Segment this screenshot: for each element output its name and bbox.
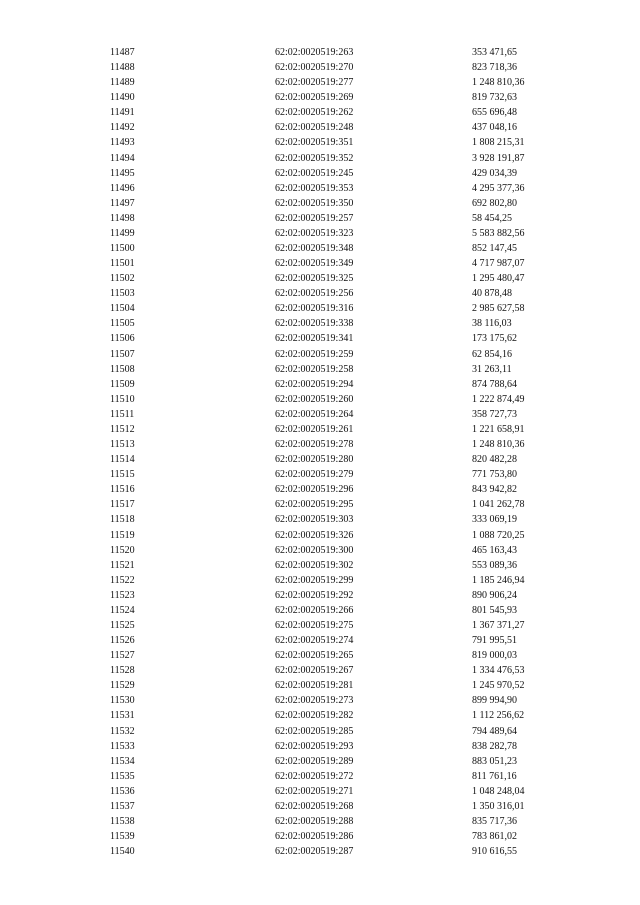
cadastral-value-cell: 38 116,03 — [472, 318, 512, 330]
cadastral-number-cell: 62:02:0020519:293 — [275, 740, 354, 752]
cadastral-number-cell: 62:02:0020519:271 — [275, 785, 354, 797]
cadastral-value-cell: 811 761,16 — [472, 770, 517, 782]
cadastral-value-cell: 1 088 720,25 — [472, 529, 525, 541]
cadastral-value-cell: 692 802,80 — [472, 197, 517, 209]
cadastral-number-cell: 62:02:0020519:341 — [275, 333, 354, 345]
cadastral-number-cell: 62:02:0020519:262 — [275, 107, 354, 119]
cadastral-number-cell: 62:02:0020519:353 — [275, 182, 354, 194]
cadastral-number-cell: 62:02:0020519:275 — [275, 619, 354, 631]
row-number-cell: 11540 — [110, 846, 135, 858]
cadastral-number-cell: 62:02:0020519:279 — [275, 469, 354, 481]
cadastral-number-cell: 62:02:0020519:287 — [275, 846, 354, 858]
cadastral-number-cell: 62:02:0020519:267 — [275, 665, 354, 677]
row-number-cell: 11506 — [110, 333, 135, 345]
row-number-cell: 11515 — [110, 469, 135, 481]
cadastral-number-cell: 62:02:0020519:295 — [275, 499, 354, 511]
row-number-cell: 11525 — [110, 619, 135, 631]
row-number-cell: 11518 — [110, 514, 135, 526]
cadastral-number-cell: 62:02:0020519:285 — [275, 725, 354, 737]
cadastral-number-cell: 62:02:0020519:289 — [275, 755, 354, 767]
cadastral-number-cell: 62:02:0020519:264 — [275, 408, 354, 420]
row-number-cell: 11526 — [110, 635, 135, 647]
cadastral-number-cell: 62:02:0020519:274 — [275, 635, 354, 647]
cadastral-value-cell: 1 221 658,91 — [472, 423, 525, 435]
cadastral-number-cell: 62:02:0020519:300 — [275, 544, 354, 556]
cadastral-value-cell: 1 248 810,36 — [472, 439, 525, 451]
cadastral-value-cell: 333 069,19 — [472, 514, 517, 526]
cadastral-number-cell: 62:02:0020519:294 — [275, 378, 354, 390]
cadastral-value-cell: 173 175,62 — [472, 333, 517, 345]
cadastral-value-cell: 838 282,78 — [472, 740, 517, 752]
row-number-cell: 11507 — [110, 348, 135, 360]
row-number-cell: 11490 — [110, 92, 135, 104]
cadastral-number-cell: 62:02:0020519:265 — [275, 650, 354, 662]
cadastral-value-cell: 437 048,16 — [472, 122, 517, 134]
row-number-cell: 11495 — [110, 167, 135, 179]
row-number-cell: 11524 — [110, 604, 135, 616]
row-number-cell: 11519 — [110, 529, 135, 541]
cadastral-value-cell: 1 334 476,53 — [472, 665, 525, 677]
row-number-cell: 11499 — [110, 227, 135, 239]
row-number-cell: 11487 — [110, 47, 135, 58]
row-number-cell: 11494 — [110, 152, 135, 164]
row-number-cell: 11498 — [110, 212, 135, 224]
row-number-cell: 11516 — [110, 484, 135, 496]
cadastral-number-cell: 62:02:0020519:286 — [275, 831, 354, 843]
row-number-cell: 11493 — [110, 137, 135, 149]
cadastral-value-cell: 899 994,90 — [472, 695, 517, 707]
cadastral-number-cell: 62:02:0020519:257 — [275, 212, 354, 224]
cadastral-number-cell: 62:02:0020519:326 — [275, 529, 354, 541]
cadastral-number-cell: 62:02:0020519:260 — [275, 393, 354, 405]
row-number-cell: 11531 — [110, 710, 135, 722]
row-number-cell: 11512 — [110, 423, 135, 435]
cadastral-value-cell: 4 717 987,07 — [472, 258, 525, 270]
cadastral-value-cell: 3 928 191,87 — [472, 152, 525, 164]
cadastral-value-cell: 655 696,48 — [472, 107, 517, 119]
cadastral-value-cell: 40 878,48 — [472, 288, 512, 300]
row-number-cell: 11501 — [110, 258, 135, 270]
cadastral-value-cell: 910 616,55 — [472, 846, 517, 858]
cadastral-value-cell: 1 041 262,78 — [472, 499, 525, 511]
cadastral-value-cell: 783 861,02 — [472, 831, 517, 843]
cadastral-value-cell: 1 222 874,49 — [472, 393, 525, 405]
cadastral-number-cell: 62:02:0020519:245 — [275, 167, 354, 179]
cadastral-number-cell: 62:02:0020519:273 — [275, 695, 354, 707]
cadastral-number-cell: 62:02:0020519:292 — [275, 589, 354, 601]
cadastral-value-cell: 820 482,28 — [472, 454, 517, 466]
cadastral-number-cell: 62:02:0020519:302 — [275, 559, 354, 571]
row-number-cell: 11536 — [110, 785, 135, 797]
cadastral-value-cell: 791 995,51 — [472, 635, 517, 647]
cadastral-number-cell: 62:02:0020519:348 — [275, 243, 354, 255]
cadastral-number-cell: 62:02:0020519:261 — [275, 423, 354, 435]
row-number-cell: 11533 — [110, 740, 135, 752]
row-number-cell: 11491 — [110, 107, 135, 119]
cadastral-value-cell: 358 727,73 — [472, 408, 517, 420]
cadastral-number-cell: 62:02:0020519:278 — [275, 439, 354, 451]
cadastral-value-cell: 553 089,36 — [472, 559, 517, 571]
cadastral-value-cell: 835 717,36 — [472, 815, 517, 827]
row-number-cell: 11513 — [110, 439, 135, 451]
row-number-cell: 11527 — [110, 650, 135, 662]
cadastral-number-cell: 62:02:0020519:263 — [275, 47, 354, 58]
row-number-cell: 11502 — [110, 273, 135, 285]
cadastral-value-cell: 843 942,82 — [472, 484, 517, 496]
cadastral-value-cell: 4 295 377,36 — [472, 182, 525, 194]
cadastral-number-cell: 62:02:0020519:296 — [275, 484, 354, 496]
cadastral-value-cell: 801 545,93 — [472, 604, 517, 616]
cadastral-value-cell: 2 985 627,58 — [472, 303, 525, 315]
row-number-cell: 11532 — [110, 725, 135, 737]
row-number-cell: 11492 — [110, 122, 135, 134]
cadastral-number-cell: 62:02:0020519:349 — [275, 258, 354, 270]
row-number-cell: 11535 — [110, 770, 135, 782]
cadastral-value-cell: 1 048 248,04 — [472, 785, 525, 797]
cadastral-number-cell: 62:02:0020519:350 — [275, 197, 354, 209]
cadastral-number-cell: 62:02:0020519:288 — [275, 815, 354, 827]
row-number-cell: 11505 — [110, 318, 135, 330]
cadastral-number-cell: 62:02:0020519:269 — [275, 92, 354, 104]
cadastral-number-cell: 62:02:0020519:282 — [275, 710, 354, 722]
row-number-cell: 11530 — [110, 695, 135, 707]
cadastral-number-cell: 62:02:0020519:259 — [275, 348, 354, 360]
row-number-cell: 11537 — [110, 800, 135, 812]
row-number-cell: 11488 — [110, 62, 135, 74]
cadastral-value-cell: 883 051,23 — [472, 755, 517, 767]
cadastral-number-cell: 62:02:0020519:338 — [275, 318, 354, 330]
row-number-cell: 11510 — [110, 393, 135, 405]
cadastral-number-cell: 62:02:0020519:280 — [275, 454, 354, 466]
row-number-cell: 11511 — [110, 408, 135, 420]
row-number-cell: 11496 — [110, 182, 135, 194]
row-number-cell: 11489 — [110, 77, 135, 89]
cadastral-value-cell: 852 147,45 — [472, 243, 517, 255]
cadastral-value-cell: 5 583 882,56 — [472, 227, 525, 239]
cadastral-number-cell: 62:02:0020519:316 — [275, 303, 354, 315]
cadastral-value-cell: 874 788,64 — [472, 378, 517, 390]
cadastral-value-cell: 1 248 810,36 — [472, 77, 525, 89]
cadastral-value-cell: 1 367 371,27 — [472, 619, 525, 631]
row-number-cell: 11508 — [110, 363, 135, 375]
row-number-cell: 11522 — [110, 574, 135, 586]
cadastral-number-cell: 62:02:0020519:268 — [275, 800, 354, 812]
cadastral-value-cell: 31 263,11 — [472, 363, 512, 375]
cadastral-value-cell: 1 808 215,31 — [472, 137, 525, 149]
cadastral-number-cell: 62:02:0020519:352 — [275, 152, 354, 164]
cadastral-value-cell: 58 454,25 — [472, 212, 512, 224]
cadastral-value-cell: 819 732,63 — [472, 92, 517, 104]
cadastral-value-cell: 1 112 256,62 — [472, 710, 525, 722]
row-number-cell: 11534 — [110, 755, 135, 767]
cadastral-number-cell: 62:02:0020519:270 — [275, 62, 354, 74]
row-number-cell: 11523 — [110, 589, 135, 601]
cadastral-number-cell: 62:02:0020519:325 — [275, 273, 354, 285]
row-number-cell: 11521 — [110, 559, 135, 571]
row-number-cell: 11538 — [110, 815, 135, 827]
cadastral-number-cell: 62:02:0020519:323 — [275, 227, 354, 239]
cadastral-number-cell: 62:02:0020519:351 — [275, 137, 354, 149]
cadastral-number-cell: 62:02:0020519:299 — [275, 574, 354, 586]
row-number-cell: 11503 — [110, 288, 135, 300]
row-number-cell: 11514 — [110, 454, 135, 466]
cadastral-number-cell: 62:02:0020519:248 — [275, 122, 354, 134]
cadastral-number-cell: 62:02:0020519:303 — [275, 514, 354, 526]
cadastral-value-cell: 794 489,64 — [472, 725, 517, 737]
cadastral-number-cell: 62:02:0020519:266 — [275, 604, 354, 616]
cadastral-value-cell: 353 471,65 — [472, 47, 517, 58]
row-number-cell: 11504 — [110, 303, 135, 315]
cadastral-number-cell: 62:02:0020519:256 — [275, 288, 354, 300]
cadastral-value-cell: 1 295 480,47 — [472, 273, 525, 285]
cadastral-number-cell: 62:02:0020519:277 — [275, 77, 354, 89]
row-number-cell: 11520 — [110, 544, 135, 556]
cadastral-value-cell: 62 854,16 — [472, 348, 512, 360]
cadastral-value-cell: 771 753,80 — [472, 469, 517, 481]
cadastral-value-cell: 890 906,24 — [472, 589, 517, 601]
cadastral-value-cell: 1 350 316,01 — [472, 800, 525, 812]
cadastral-value-cell: 823 718,36 — [472, 62, 517, 74]
row-number-cell: 11500 — [110, 243, 135, 255]
cadastral-value-cell: 819 000,03 — [472, 650, 517, 662]
row-number-cell: 11528 — [110, 665, 135, 677]
cadastral-value-cell: 429 034,39 — [472, 167, 517, 179]
cadastral-number-cell: 62:02:0020519:258 — [275, 363, 354, 375]
cadastral-value-cell: 1 185 246,94 — [472, 574, 525, 586]
row-number-cell: 11497 — [110, 197, 135, 209]
cadastral-number-cell: 62:02:0020519:281 — [275, 680, 354, 692]
row-number-cell: 11539 — [110, 831, 135, 843]
row-number-cell: 11529 — [110, 680, 135, 692]
row-number-cell: 11509 — [110, 378, 135, 390]
row-number-cell: 11517 — [110, 499, 135, 511]
cadastral-number-cell: 62:02:0020519:272 — [275, 770, 354, 782]
cadastral-value-cell: 1 245 970,52 — [472, 680, 525, 692]
cadastral-value-cell: 465 163,43 — [472, 544, 517, 556]
